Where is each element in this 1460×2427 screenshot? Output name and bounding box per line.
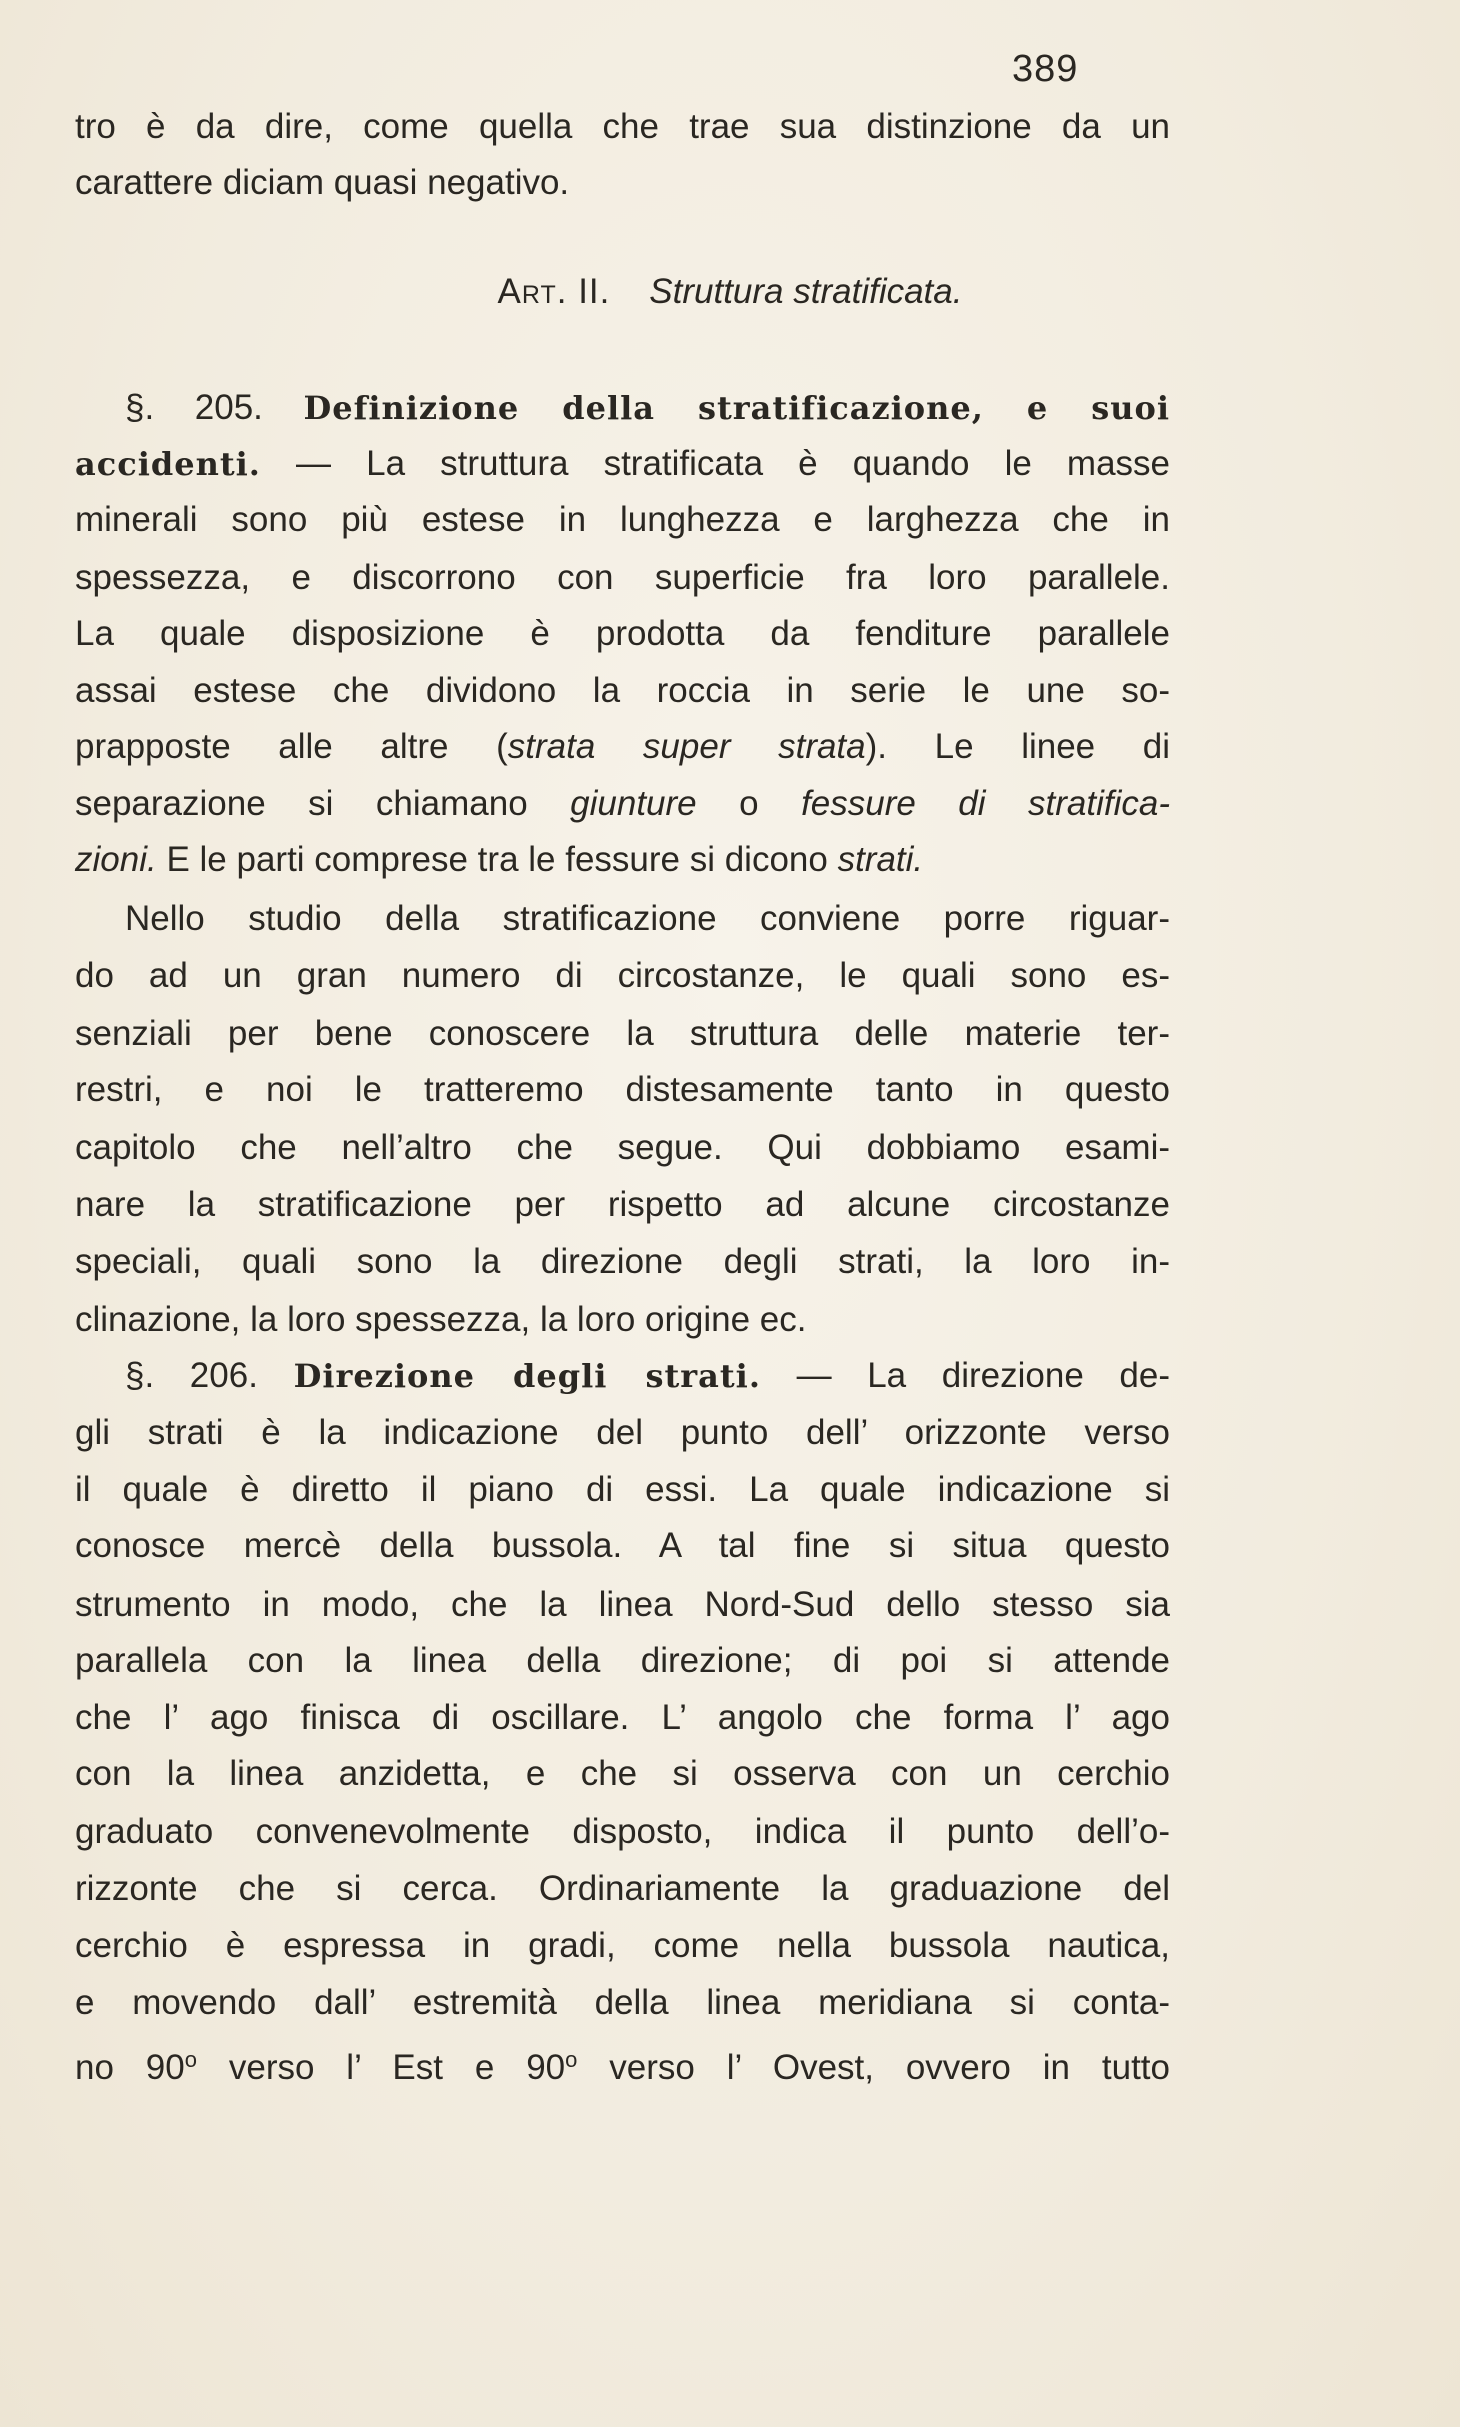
text-line	[75, 1581, 1170, 1629]
text-line	[75, 1181, 1170, 1229]
text-line	[75, 1409, 1170, 1457]
text-line	[75, 1238, 1170, 1286]
text-segment: speciali, quali sono la direzione degli strati, la loro in-	[75, 1242, 1170, 1281]
text-line	[75, 1808, 1170, 1856]
text-segment: §. 206.	[125, 1356, 294, 1395]
text-segment: o	[184, 2047, 197, 2072]
text-segment: cerchio è espressa in gradi, come nella bussola nautica,	[75, 1926, 1170, 1965]
text-segment: spessezza, e discorrono con superficie fra loro parallele.	[75, 558, 1170, 597]
text-line	[75, 1979, 1170, 2027]
text-segment: prapposte alle altre (	[75, 727, 508, 766]
text-segment: senziali per bene conoscere la struttura delle materie ter-	[75, 1014, 1170, 1053]
paragraph-heading: accidenti.	[75, 445, 261, 483]
text-segment: gli strati è la indicazione del punto dell’ orizzonte verso	[75, 1413, 1170, 1452]
text-segment: nare la stratificazione per rispetto ad alcune circostanze	[75, 1185, 1170, 1224]
text-line	[75, 1296, 1170, 1344]
italic-text: zioni.	[75, 840, 157, 879]
text-line	[75, 836, 1170, 884]
text-line	[75, 1750, 1170, 1798]
text-segment: e movendo dall’ estremità della linea meridiana si conta-	[75, 1983, 1170, 2022]
text-segment: tro è da dire, come quella che trae sua distinzione da un	[75, 107, 1170, 146]
text-line	[75, 723, 1170, 771]
text-segment: con la linea anzidetta, e che si osserva con un cerchio	[75, 1754, 1170, 1793]
text-segment: minerali sono più estese in lunghezza e larghezza che in	[75, 500, 1170, 539]
text-segment: E le parti comprese tra le fessure si dicono	[156, 840, 838, 879]
text-segment: — La struttura stratificata è quando le masse	[260, 444, 1170, 483]
text-segment: verso l’ Est e 90	[196, 2048, 566, 2087]
text-segment: che l’ ago finisca di oscillare. L’ angolo che forma l’ ago	[75, 1698, 1170, 1737]
text-line	[75, 2036, 1170, 2087]
text-line	[75, 1466, 1170, 1514]
text-segment: restri, e noi le tratteremo distesamente tanto in questo	[75, 1070, 1170, 1109]
text-segment: separazione si chiamano	[75, 784, 571, 823]
text-line	[75, 159, 1170, 207]
section-title: Struttura stratificata.	[649, 272, 963, 311]
page-number: 389	[1012, 48, 1079, 90]
text-segment: do ad un gran numero di circostanze, le quali sono es-	[75, 956, 1170, 995]
text-segment: il quale è diretto il piano di essi. La quale indicazione si	[75, 1470, 1170, 1509]
text-line	[75, 667, 1170, 715]
text-line	[75, 440, 1170, 488]
text-segment: rizzonte che si cerca. Ordinariamente la graduazione del	[75, 1869, 1170, 1908]
paragraph-heading: Definizione della stratificazione, e suoi	[303, 389, 1171, 427]
text-segment: no 90	[75, 2048, 185, 2087]
text-line	[75, 780, 1170, 828]
text-segment: capitolo che nell’altro che segue. Qui dobbiamo esami-	[75, 1128, 1170, 1167]
text-line	[75, 1522, 1170, 1570]
article-label: Art. II.	[497, 272, 611, 311]
text-segment: carattere diciam quasi negativo.	[75, 163, 570, 202]
text-line	[75, 1694, 1170, 1742]
text-line	[75, 1124, 1170, 1172]
text-segment: o	[565, 2047, 578, 2072]
text-line	[75, 554, 1170, 602]
text-line	[75, 610, 1170, 658]
text-line	[75, 103, 1170, 151]
text-segment: ). Le linee di	[865, 727, 1171, 766]
text-segment: strumento in modo, che la linea Nord-Sud dello stesso sia	[75, 1585, 1170, 1624]
text-segment: conosce mercè della bussola. A tal fine si situa questo	[75, 1526, 1170, 1565]
text-line	[75, 1922, 1170, 1970]
text-line	[125, 895, 1170, 943]
text-segment: graduato convenevolmente disposto, indica il punto dell’o-	[75, 1812, 1170, 1851]
italic-text: strata super strata	[507, 727, 866, 766]
text-line	[75, 1010, 1170, 1058]
text-segment: La quale disposizione è prodotta da fenditure parallele	[75, 614, 1170, 653]
text-line	[75, 952, 1170, 1000]
text-segment: — La direzione de-	[760, 1356, 1170, 1395]
text-segment: Nello studio della stratificazione conviene porre riguar-	[125, 899, 1170, 938]
text-line	[75, 1865, 1170, 1913]
text-segment: verso l’ Ovest, ovvero in tutto	[577, 2048, 1170, 2087]
text-line	[75, 1637, 1170, 1685]
text-segment: assai estese che dividono la roccia in serie le une so-	[75, 671, 1170, 710]
text-segment: clinazione, la loro spessezza, la loro origine ec.	[75, 1300, 807, 1339]
text-line	[75, 1066, 1170, 1114]
italic-text: giunture	[570, 784, 697, 823]
paragraph-heading: Direzione degli strati.	[293, 1357, 761, 1395]
section-heading	[0, 268, 1460, 316]
text-line	[125, 1352, 1170, 1400]
italic-text: strati.	[837, 840, 924, 879]
text-line	[125, 384, 1170, 432]
italic-text: fessure di stratifica-	[801, 784, 1170, 823]
text-line	[75, 496, 1170, 544]
text-segment: o	[696, 784, 802, 823]
text-segment: §. 205.	[125, 388, 304, 427]
text-segment: parallela con la linea della direzione; di poi si attende	[75, 1641, 1170, 1680]
